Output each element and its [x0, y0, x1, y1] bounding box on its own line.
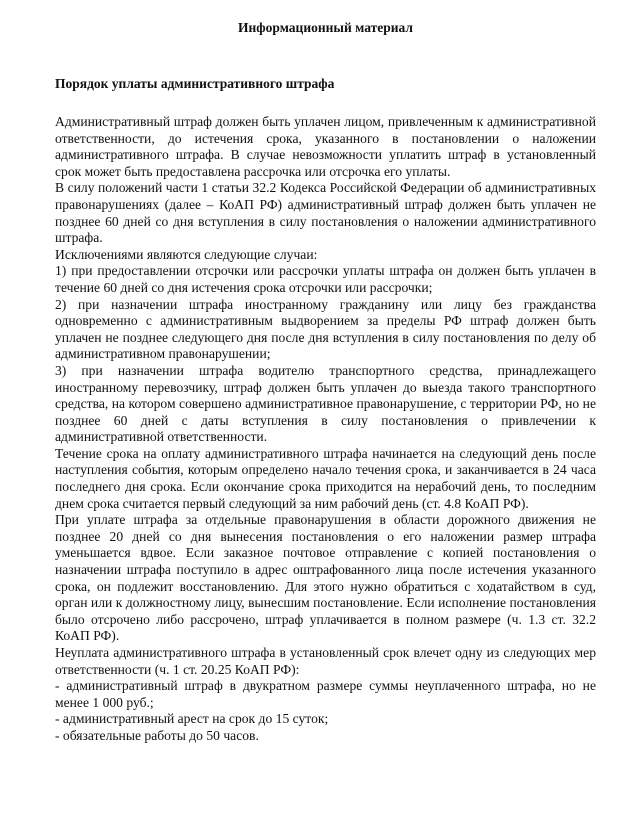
list-item: 2) при назначении штрафа иностранному гражданину или лицу без гражданства одновременно с административным выдворением за пределы РФ штраф должен быть уплачен не позднее следующего дня после дня вступления в силу постановления по делу об административном правонарушении;	[55, 296, 596, 362]
paragraph: Административный штраф должен быть уплачен лицом, привлеченным к административной ответственности, до истечения срока, указанного в постановлении о наложении административного штрафа. В случае невозможности уплатить штраф в установленный срок может быть предоставлена рассрочка или отсрочка его уплаты.	[55, 114, 596, 179]
list-item: - обязательные работы до 50 часов.	[55, 727, 259, 743]
paragraph: При уплате штрафа за отдельные правонарушения в области дорожного движения не позднее 20 дней со дня вынесения постановления о его наложении размер штрафа уменьшается вдвое. Если заказное почтовое отправление с копией постановления о назначении штрафа поступило в адрес оштрафованного лица после истечения указанного срока, он подлежит восстановлению. Для этого нужно обратиться с ходатайством в суд, орган или к должностному лицу, вынесшим постановление. Если исполнение постановления было отсрочено либо рассрочено, штраф уплачивается в полном размере (ч. 1.3 ст. 32.2 КоАП РФ).	[55, 512, 596, 644]
list-item: - административный арест на срок до 15 суток;	[55, 711, 329, 727]
paragraph: Исключениями являются следующие случаи:	[55, 246, 318, 262]
paragraph: В силу положений части 1 статьи 32.2 Кодекса Российской Федерации об административных правонарушениях (далее – КоАП РФ) административный штраф должен быть уплачен не позднее 60 дней со дня вступления в силу постановления о наложении административного штрафа.	[55, 180, 596, 246]
section-heading: Порядок уплаты административного штрафа	[55, 76, 335, 91]
paragraph: Неуплата административного штрафа в установленный срок влечет одну из следующих мер ответственности (ч. 1 ст. 20.25 КоАП РФ):	[55, 645, 596, 677]
paragraph: Течение срока на оплату административного штрафа начинается на следующий день после наступления события, которым определено начало течения срока, и заканчивается в 24 часа последнего дня срока. Если окончание срока приходится на нерабочий день, то последним днем срока считается первый следующий за ним рабочий день (ст. 4.8 КоАП РФ).	[55, 445, 596, 511]
list-item: 3) при назначении штрафа водителю транспортного средства, принадлежащего иностранному перевозчику, штраф должен быть уплачен до выезда такого транспортного средства, на котором совершено административное правонарушение, с территории РФ, но не позднее 60 дней с даты вступления в силу постановления о привлечении к административной ответственности.	[55, 362, 596, 445]
document-title: Информационный материал	[238, 20, 413, 35]
list-item: - административный штраф в двукратном размере суммы неуплаченного штрафа, но не менее 1 000 руб.;	[55, 678, 596, 710]
document-body	[55, 114, 596, 745]
list-item: 1) при предоставлении отсрочки или рассрочки уплаты штрафа он должен быть уплачен в течение 60 дней со дня истечения срока отсрочки или рассрочки;	[55, 263, 596, 295]
